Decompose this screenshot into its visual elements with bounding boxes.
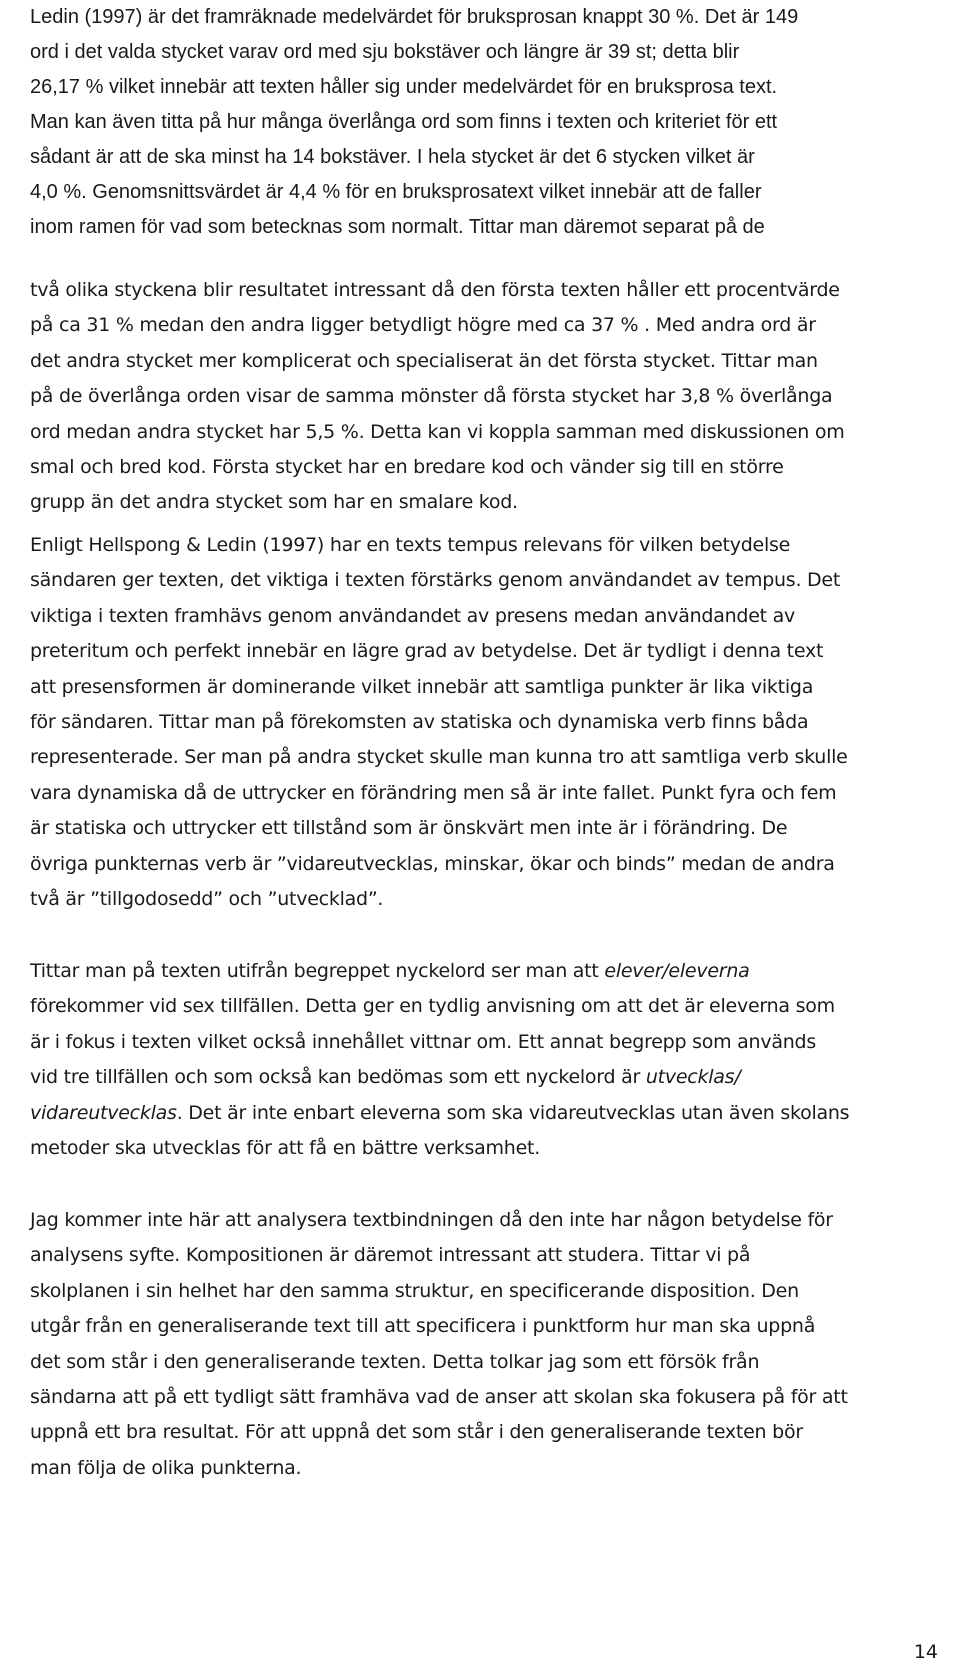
text-line: preteritum och perfekt innebär en lägre grad av betydelse. Det är tydligt i denna text	[30, 640, 824, 663]
text-line: Man kan även titta på hur många överlånga ord som finns i texten och kriteriet för ett	[30, 111, 778, 133]
text-line: man följa de olika punkterna.	[30, 1456, 302, 1479]
text-run: vid tre tillfällen och som också kan bedömas som ett nyckelord är	[30, 1066, 646, 1089]
text-line: inom ramen för vad som betecknas som normalt. Tittar man däremot separat på de	[30, 216, 765, 238]
text-run: . Det är inte enbart eleverna som ska vidareutvecklas utan även skolans	[176, 1101, 850, 1124]
text-line: två är ”tillgodosedd” och ”utvecklad”.	[30, 888, 384, 911]
text-line: två olika styckena blir resultatet intressant då den första texten håller ett procentvärde	[30, 279, 840, 301]
text-line: analysens syfte. Kompositionen är däremot intressant att studera. Tittar vi på	[30, 1244, 751, 1267]
keyword-emphasis: vidareutvecklas	[30, 1101, 177, 1124]
text-line	[30, 954, 950, 989]
text-line: ord medan andra stycket har 5,5 %. Detta kan vi koppla samman med diskussionen om	[30, 420, 845, 443]
text-line: ord i det valda stycket varav ord med sju bokstäver och längre är 39 st; detta blir	[30, 41, 740, 63]
text-line: metoder ska utvecklas för att få en bättre verksamhet.	[30, 1137, 540, 1160]
text-run: Tittar man på texten utifrån begreppet nyckelord ser man att	[30, 960, 605, 982]
text-line: utgår från en generaliserande text till att specificera i punktform hur man ska uppnå	[30, 1315, 816, 1338]
text-line: förekommer vid sex tillfällen. Detta ger en tydlig anvisning om att det är eleverna som	[30, 995, 835, 1018]
paragraph-tempus	[30, 528, 950, 917]
text-line: 4,0 %. Genomsnittsvärdet är 4,4 % för en bruksprosatext vilket innebär att de faller	[30, 181, 762, 203]
text-line: 26,17 % vilket innebär att texten håller sig under medelvärdet för en bruksprosa text.	[30, 76, 778, 98]
text-line: övriga punkternas verb är ”vidareutvecklas, minskar, ökar och binds” medan de andra	[30, 852, 835, 875]
text-line: sändarna att på ett tydligt sätt framhäva vad de anser att skolan ska fokusera på för att	[30, 1386, 848, 1409]
text-line: skolplanen i sin helhet har den samma struktur, en specificerande disposition. Den	[30, 1279, 799, 1302]
text-line: grupp än det andra stycket som har en smalare kod.	[30, 491, 518, 514]
text-line: att presensformen är dominerande vilket innebär att samtliga punkter är lika viktiga	[30, 675, 814, 698]
text-line: på de överlånga orden visar de samma mönster då första stycket har 3,8 % överlånga	[30, 385, 833, 408]
text-line: är i fokus i texten vilket också innehållet vittnar om. Ett annat begrepp som används	[30, 1030, 816, 1053]
text-line: är statiska och uttrycker ett tillstånd som är önskvärt men inte är i förändring. De	[30, 817, 788, 840]
paragraph-keywords	[30, 954, 950, 1166]
text-line: sändaren ger texten, det viktiga i texten förstärks genom användandet av tempus. Det	[30, 569, 841, 592]
text-line: Enligt Hellspong & Ledin (1997) har en texts tempus relevans för vilken betydelse	[30, 534, 791, 556]
text-line: smal och bred kod. Första stycket har en bredare kod och vänder sig till en större	[30, 456, 784, 479]
text-line: på ca 31 % medan den andra ligger betydligt högre med ca 37 % . Med andra ord är	[30, 314, 816, 337]
text-line	[30, 1096, 950, 1131]
keyword-emphasis: utvecklas/	[645, 1066, 741, 1089]
text-line: uppnå ett bra resultat. För att uppnå det som står i den generaliserande texten bör	[30, 1421, 803, 1444]
page-number: 14	[913, 1641, 938, 1663]
text-line: viktiga i texten framhävs genom användandet av presens medan användandet av	[30, 604, 796, 627]
paragraph-composition	[30, 1203, 950, 1486]
text-line: Ledin (1997) är det framräknade medelvärdet för bruksprosan knappt 30 %. Det är 149	[30, 6, 799, 28]
text-line: det som står i den generaliserande texten. Detta tolkar jag som ett försök från	[30, 1350, 760, 1373]
paragraph-readability-part-2	[30, 273, 950, 521]
text-line: Jag kommer inte här att analysera textbindningen då den inte har någon betydelse för	[30, 1209, 833, 1231]
text-line: vara dynamiska då de uttrycker en förändring men så är inte fallet. Punkt fyra och fem	[30, 781, 837, 804]
text-line: representerade. Ser man på andra stycket skulle man kunna tro att samtliga verb skulle	[30, 746, 848, 769]
keyword-emphasis: elever/eleverna	[604, 960, 750, 982]
text-line: det andra stycket mer komplicerat och specialiserat än det första stycket. Tittar man	[30, 349, 818, 372]
paragraph-readability-part-1	[30, 0, 950, 245]
text-line: för sändaren. Tittar man på förekomsten av statiska och dynamiska verb finns båda	[30, 711, 809, 734]
text-line	[30, 1060, 950, 1095]
text-line: sådant är att de ska minst ha 14 bokstäver. I hela stycket är det 6 stycken vilket är	[30, 146, 755, 168]
